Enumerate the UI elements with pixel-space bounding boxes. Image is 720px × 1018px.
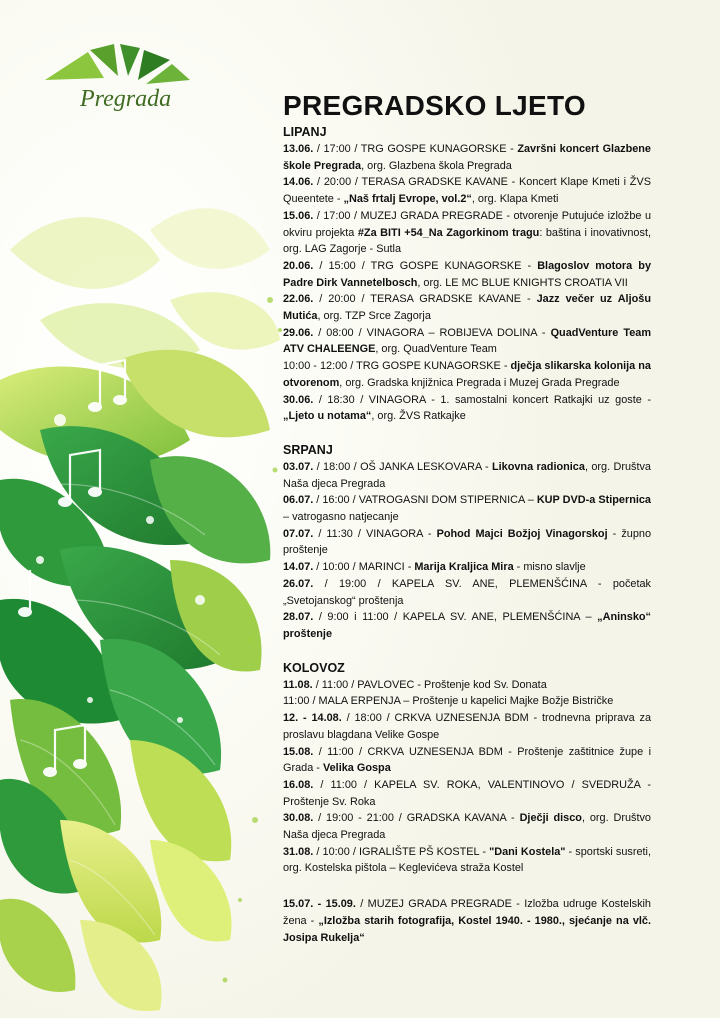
event-tail: , org. Društvo Naša djeca Pregrada [283,812,651,842]
event-entry [283,174,651,207]
event-text: / 11:00 / PAVLOVEC - Proštenje kod Sv. Donata [312,678,547,691]
event-tail: , org. TZP Srce Zagorja [317,310,431,323]
event-entry [283,844,651,877]
event-text: / 20:00 / TERASA GRADSKE KAVANE - Koncert Klape Kmeti i ŽVS Queentete - [283,176,651,206]
section-spacer [283,877,651,896]
event-tail: , org. Gradska knjižnica Pregrada i Muzej Grada Pregrade [339,376,620,389]
exhibition-entry [283,896,651,946]
event-schedule [283,124,651,946]
event-highlight: QuadVenture Team ATV CHALEENGE [283,326,651,356]
event-text: / 18:00 / OŠ JANKA LESKOVARA - [313,460,492,473]
event-entry [283,358,651,391]
event-date: 28.07. [283,611,314,624]
event-date: 22.06. [283,293,314,306]
event-date: 30.08. [283,812,314,825]
event-date: 14.07. [283,561,314,574]
event-text: / 18:30 / VINAGORA - 1. samostalni koncert Ratkajki uz goste - [313,393,651,406]
event-text: / 11:00 / CRKVA UZNESENJA BDM - Proštenje zaštitnice župe i Grada - [283,745,651,775]
event-highlight: Jazz večer uz Aljošu Mutića [283,293,651,323]
event-text: / 11:30 / VINAGORA - [313,527,437,540]
event-date: 03.07. [283,460,314,473]
event-date: 13.06. [283,143,314,155]
event-date: 31.08. [283,845,314,858]
event-date: 30.06. [283,393,314,406]
event-text: / 15:00 / TRG GOSPE KUNAGORSKE - [313,259,538,272]
event-entry [283,576,651,609]
event-entry [283,325,651,358]
event-highlight: #Za BITI +54_Na Zagorkinom tragu [357,226,540,239]
event-highlight: "Dani Kostela" [489,845,566,858]
event-date: 15.06. [283,209,314,222]
event-date: 20.06. [283,259,314,272]
event-highlight: Marija Kraljica Mira [414,561,514,574]
event-text: / 19:00 - 21:00 / GRADSKA KAVANA - [313,812,520,825]
event-text: / 10:00 / MARINCI - [313,561,415,574]
section-spacer [283,425,651,442]
event-tail: , org. Glazbena škola Pregrada [361,159,512,172]
event-text: / 17:00 / MUZEJ GRADA PREGRADE - otvorenje Putujuće izložbe u okviru projekta [283,209,651,239]
event-highlight: Završni koncert Glazbene škole Pregrada [283,143,651,172]
event-tail: , sjećanje na vlč. Josipa Rukelja“ [283,914,652,944]
event-date: 06.07. [283,494,314,507]
event-text: / 18:00 / CRKVA UZNESENJA BDM - trodnevna priprava za proslavu blagdana Velike Gospe [283,712,651,741]
event-tail: – vatrogasno natjecanje [283,511,399,524]
event-entry [283,258,651,291]
event-tail: , org. LE MC BLUE KNIGHTS CROATIA VII [417,276,628,289]
event-highlight: Likovna radionica [491,460,585,473]
event-entry [283,141,651,174]
event-text: / 20:00 / TERASA GRADSKE KAVANE - [313,293,537,306]
event-entry [283,810,651,843]
event-text: / 11:00 / KAPELA SV. ROKA, VALENTINOVO / SVEDRUŽA - Proštenje Sv. Roka [283,778,651,808]
month-heading-lipanj: LIPANJ [283,125,327,139]
event-entry [283,526,651,559]
event-highlight: dječja slikarska kolonija na otvorenom [283,360,651,389]
event-date: 16.08. [283,778,314,791]
event-highlight: „Aninsko“ proštenje [283,611,651,640]
event-tail: , org. ŽVS Ratkajke [371,410,466,423]
logo-wordmark: Pregrada [80,86,172,112]
event-text: / MUZEJ GRADA PREGRADE - Izložba udruge Kostelskih žena - [283,898,651,927]
event-date: 26.07. [283,577,314,590]
event-text: / 16:00 / VATROGASNI DOM STIPERNICA – [313,494,537,507]
event-tail: - sportski susreti, org. Kostelska pištola – Keglevićeva straža Kostel [283,845,652,875]
event-highlight: „Ljeto u notama“ [283,410,372,423]
event-date: 15.07. - 15.09. [283,898,356,911]
event-text: 10:00 - 12:00 / TRG GOSPE KUNAGORSKE - [283,360,511,373]
event-tail: , org. Klapa Kmeti [471,193,559,206]
event-tail: , org. Društva Naša djeca Pregrada [283,460,651,490]
event-entry [283,208,651,258]
event-entry [283,492,651,525]
event-date: 29.06. [283,326,314,339]
event-tail: - misno slavlje [513,561,586,574]
event-entry [283,710,651,743]
event-highlight: KUP DVD-a Stipernica [536,494,651,507]
month-heading-kolovoz: KOLOVOZ [283,660,345,675]
event-date: 11.08. [283,678,313,691]
event-highlight: Pohod Majci Božjoj Vinagorskoj [436,527,608,540]
event-text: / 10:00 / IGRALIŠTE PŠ KOSTEL - [313,845,490,858]
event-highlight: Blagoslov motora by Padre Dirk Vannetelbosch [283,259,651,289]
event-highlight: Dječji disco [519,812,582,825]
event-entry [283,677,651,694]
event-text: / 9:00 i 11:00 / KAPELA SV. ANE, PLEMENŠĆINA – [313,611,598,624]
poster-title: PREGRADSKO LJETO [283,90,586,121]
event-date: 15.08. [283,745,314,758]
event-date: 07.07. [283,527,314,540]
section-spacer [283,643,651,660]
event-text: / 08:00 / VINAGORA – ROBIJEVA DOLINA - [313,326,551,339]
event-highlight: „Naš frtalj Evrope, vol.2“ [343,193,472,206]
event-tail: : baština i inovativnost, org. LAG Zagorje - Sutla [283,226,651,256]
event-entry [283,392,651,425]
event-entry [283,777,651,810]
event-entry [283,609,651,642]
event-entry [283,744,651,777]
event-text: / 19:00 / KAPELA SV. ANE, PLEMENŠĆINA - početak „Svetojanskog“ proštenja [283,577,651,607]
event-entry [283,459,651,492]
event-text: 11:00 / MALA ERPENJA – Proštenje u kapelici Majke Božje Bistričke [283,695,614,708]
event-entry [283,559,651,576]
event-highlight: Velika Gospa [322,762,391,775]
month-heading-srpanj: SRPANJ [283,442,333,457]
event-entry [283,291,651,324]
event-text: / 17:00 / TRG GOSPE KUNAGORSKE - [313,143,518,155]
event-tail: - župno proštenje [283,527,651,557]
event-highlight: „Izložba starih fotografija, Kostel 1940. - 1980. [318,914,562,927]
event-entry [283,693,651,710]
event-date: 12. - 14.08. [283,712,342,725]
event-date: 14.06. [283,176,314,189]
event-tail: , org. QuadVenture Team [375,343,497,356]
